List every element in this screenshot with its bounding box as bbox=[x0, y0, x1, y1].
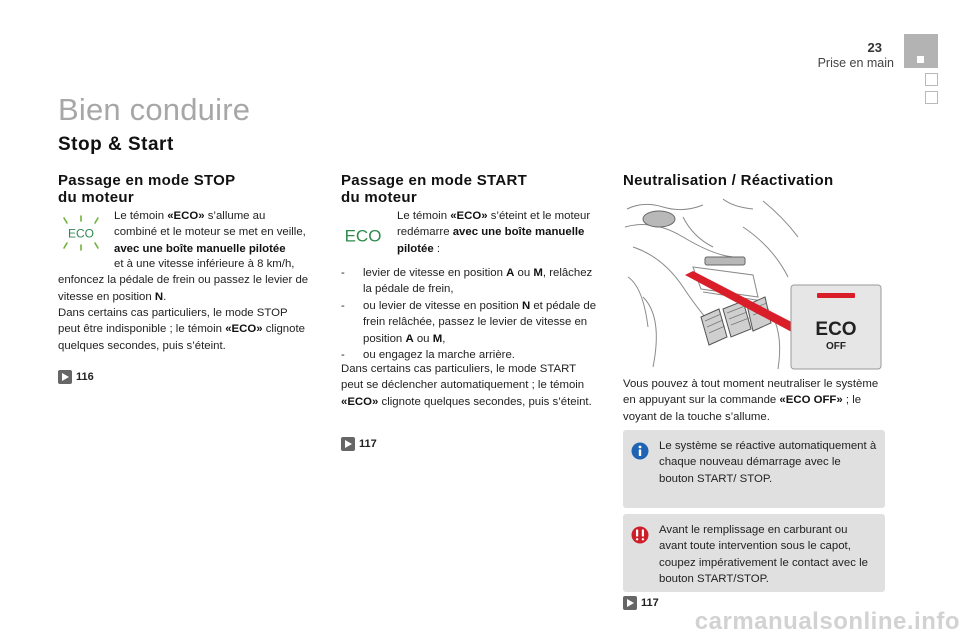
col1-heading: Passage en mode STOP du moteur bbox=[58, 172, 236, 206]
col1-page-ref[interactable]: 116 bbox=[58, 370, 94, 384]
section-tab[interactable] bbox=[925, 73, 938, 86]
col1-body: et à une vitesse inférieure à 8 km/h, enfoncez la pédale de frein ou passez le levier de vitesse en position N. bbox=[58, 258, 309, 303]
col3-body: Vous pouvez à tout moment neutraliser le système en appuyant sur la commande «ECO OFF» ; le voyant de la touche s’allume. bbox=[623, 378, 879, 423]
col2-page-ref[interactable]: 117 bbox=[341, 437, 377, 451]
info-note-text: Le système se réactive automatiquement à chaque nouveau démarrage avec le bouton START/ STOP. bbox=[659, 440, 877, 485]
list-item: - ou engagez la marche arrière. bbox=[341, 349, 515, 362]
page-link-icon bbox=[341, 437, 355, 451]
list-item: - ou levier de vitesse en position N et pédale de frein relâchée, passez le levier de vitesse en position A ou M, bbox=[341, 299, 597, 345]
list-item: - levier de vitesse en position A ou M, relâchez la pédale de frein, bbox=[341, 267, 593, 296]
section-name: Prise en main bbox=[817, 56, 894, 70]
eco-blinking-icon bbox=[58, 214, 104, 252]
eco-icon-label: ECO bbox=[67, 226, 95, 241]
eco-button-label: ECO bbox=[815, 319, 857, 340]
warning-note bbox=[623, 514, 885, 592]
page-link-icon bbox=[623, 596, 637, 610]
warning-icon bbox=[631, 526, 649, 544]
eco-off-button-illustration bbox=[623, 197, 885, 372]
col2-heading: Passage en mode START du moteur bbox=[341, 172, 528, 206]
col2-intro: Le témoin «ECO» s’éteint et le moteur redémarre avec une boîte manuelle pilotée : bbox=[397, 210, 591, 255]
info-icon bbox=[631, 442, 649, 460]
info-note bbox=[623, 430, 885, 508]
eco-icon bbox=[340, 224, 386, 246]
warning-note-text: Avant le remplissage en carburant ou avant toute intervention sous le capot, coupez impérativement le contact avec le bouton START/STOP. bbox=[659, 524, 868, 586]
col3-page-ref[interactable]: 117 bbox=[623, 596, 659, 610]
col3-heading: Neutralisation / Réactivation bbox=[623, 172, 834, 189]
page-number: 23 bbox=[867, 40, 882, 55]
col1-note: Dans certains cas particuliers, le mode STOP peut être indisponible ; le témoin «ECO» clignote quelques secondes, puis s’éteint. bbox=[58, 307, 305, 352]
section-tab[interactable] bbox=[925, 91, 938, 104]
col1-intro: Le témoin «ECO» s’allume au combiné et le moteur se met en veille, avec une boîte manuelle pilotée bbox=[114, 210, 306, 255]
current-section-tab[interactable] bbox=[904, 34, 938, 68]
off-button-label: OFF bbox=[826, 341, 846, 352]
eco-icon-label: ECO bbox=[344, 226, 382, 246]
section-title: Stop & Start bbox=[58, 134, 174, 155]
page-title: Bien conduire bbox=[58, 92, 251, 127]
page-link-icon bbox=[58, 370, 72, 384]
watermark: carmanualsonline.info bbox=[694, 608, 960, 635]
col2-note: Dans certains cas particuliers, le mode START peut se déclencher automatiquement ; le témoin «ECO» clignote quelques secondes, puis s’éteint. bbox=[341, 363, 592, 408]
tab-marker-icon bbox=[917, 56, 924, 63]
col2-conditions-list bbox=[341, 265, 601, 363]
